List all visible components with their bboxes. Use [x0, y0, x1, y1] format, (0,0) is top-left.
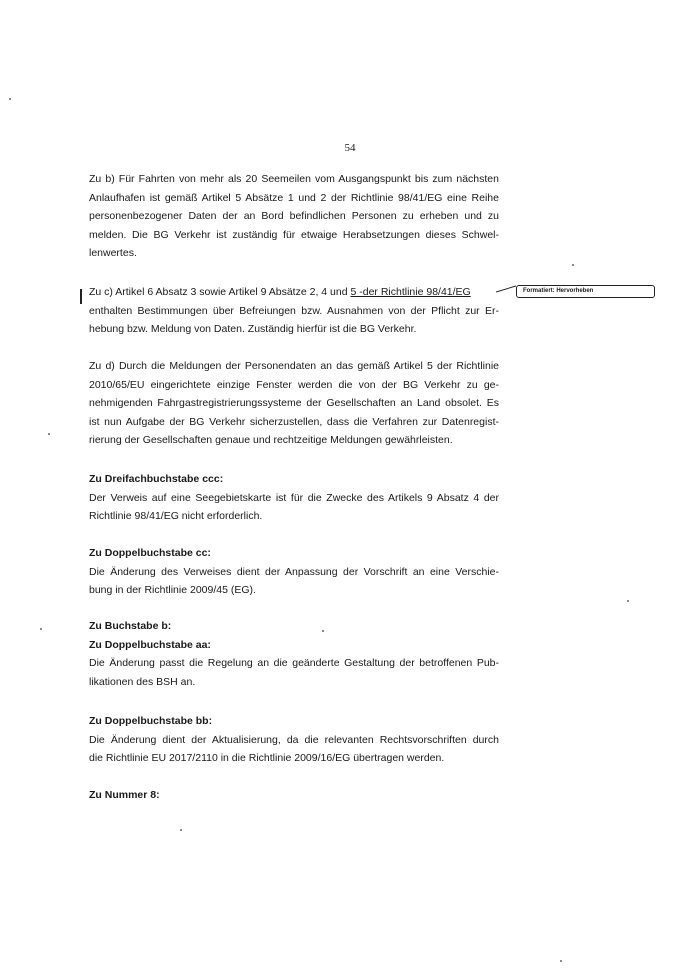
- text-line: [89, 283, 499, 302]
- text-line: ist nun Aufgabe der BG Verkehr sicherzustellen, dass die Verfahren zur Datenregist-: [89, 415, 499, 428]
- scan-speck: [40, 628, 42, 630]
- section-heading: Zu Nummer 8:: [89, 789, 160, 801]
- scan-speck: [48, 433, 50, 435]
- text-line: Der Verweis auf eine Seegebietskarte ist für die Zwecke des Artikels 9 Absatz 4 der: [89, 491, 499, 504]
- text-segment: Zu c) Artikel 6 Absatz 3 sowie Artikel 9 Absätze 2, 4 und: [89, 286, 351, 298]
- scan-speck: [560, 960, 562, 962]
- scan-speck: [9, 98, 11, 100]
- text-line: likationen des BSH an.: [89, 675, 196, 688]
- section-subheading: Zu Doppelbuchstabe aa:: [89, 638, 211, 651]
- tracked-change-text: 5 -der Richtlinie 98/41/EG: [350, 286, 471, 298]
- text-line: 2010/65/EU eingerichtete einzige Fenster werden die von der BG Verkehr zu ge-: [89, 378, 499, 391]
- text-line: Zu d) Durch die Meldungen der Personendaten an das gemäß Artikel 5 der Richtlinie: [89, 360, 499, 372]
- section-ccc: [89, 470, 499, 526]
- scan-speck: [180, 829, 182, 831]
- page-number: 54: [344, 142, 356, 154]
- section-heading: Zu Doppelbuchstabe cc:: [89, 547, 211, 559]
- scan-speck: [322, 630, 324, 632]
- section-cc: [89, 544, 499, 600]
- text-line: Richtlinie 98/41/EG nicht erforderlich.: [89, 510, 263, 523]
- paragraph-zu-b: [89, 170, 499, 263]
- text-line: nehmigenden Fahrgastregistrierungssysteme der Gesellschaften an Land obsolet. Es: [89, 397, 499, 410]
- text-line: melden. Die BG Verkehr ist zuständig für etwaige Herabsetzungen dieses Schwel-: [89, 228, 499, 241]
- text-line: bung in der Richtlinie 2009/45 (EG).: [89, 584, 256, 597]
- section-heading: Zu Dreifachbuchstabe ccc:: [89, 473, 224, 485]
- text-line: lenwertes.: [89, 247, 137, 260]
- scan-speck: [572, 264, 574, 266]
- text-line: rierung der Gesellschaften genaue und rechtzeitige Meldungen gewährleisten.: [89, 434, 453, 447]
- text-line: Anlaufhafen ist gemäß Artikel 5 Absätze 1 und 2 der Richtlinie 98/41/EG eine Reihe: [89, 191, 499, 204]
- text-line: die Richtlinie EU 2017/2110 in die Richtlinie 2009/16/EG übertragen werden.: [89, 752, 445, 765]
- section-bb: [89, 712, 499, 768]
- section-heading: Zu Buchstabe b:: [89, 620, 172, 632]
- change-bar: [80, 289, 82, 304]
- section-b-aa: [89, 617, 499, 691]
- section-heading: Zu Doppelbuchstabe bb:: [89, 715, 213, 727]
- text-line: Die Änderung passt die Regelung an die geänderte Gestaltung der betroffenen Pub-: [89, 657, 499, 670]
- section-nummer-8: [89, 786, 499, 805]
- text-line: Die Änderung des Verweises dient der Anpassung der Vorschrift an eine Verschie-: [89, 565, 499, 578]
- text-line: personenbezogener Daten der an Bord befindlichen Personen zu erheben und zu: [89, 210, 499, 223]
- text-line: enthalten Bestimmungen über Befreiungen bzw. Ausnahmen von der Pflicht zur Er-: [89, 304, 499, 317]
- comment-connector: [496, 285, 516, 293]
- comment-balloon[interactable]: Formatiert: Hervorheben: [516, 285, 655, 298]
- paragraph-zu-c: [89, 283, 499, 339]
- scan-speck: [627, 600, 629, 602]
- text-line: hebung bzw. Meldung von Daten. Zuständig hierfür ist die BG Verkehr.: [89, 323, 417, 336]
- paragraph-zu-d: [89, 357, 499, 450]
- text-line: Die Änderung dient der Aktualisierung, da die relevanten Rechtsvorschriften durch: [89, 733, 499, 746]
- text-line: Zu b) Für Fahrten von mehr als 20 Seemeilen vom Ausgangspunkt bis zum nächsten: [89, 173, 499, 185]
